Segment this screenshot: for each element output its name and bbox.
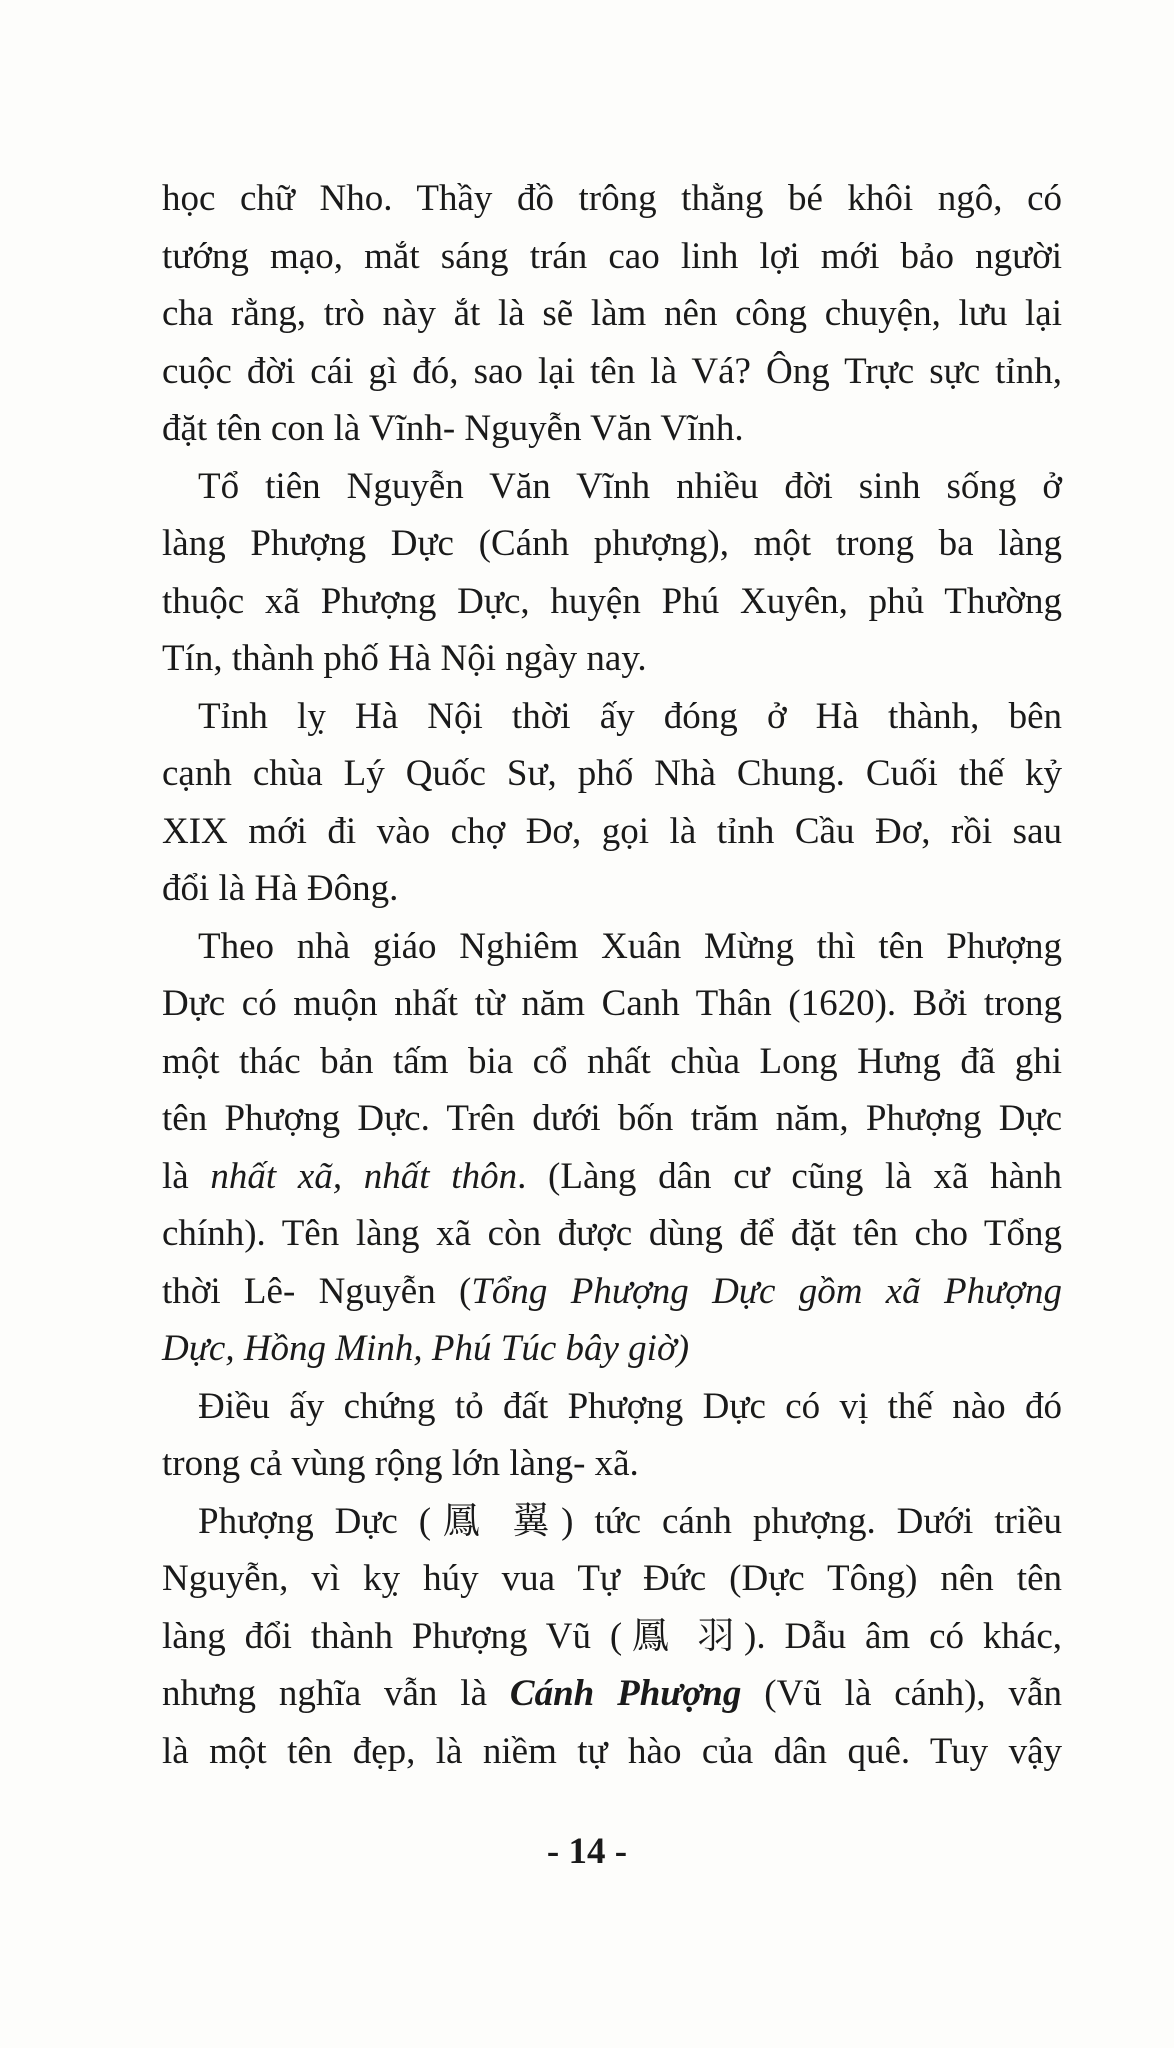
page-number: - 14 - [546, 1831, 628, 1872]
text-line: Tổ tiên Nguyễn Văn Vĩnh nhiều đời sinh sống ở [198, 465, 1062, 507]
text-line [162, 1665, 1062, 1723]
text-run: là [162, 1155, 211, 1197]
text-line: tướng mạo, mắt sáng trán cao linh lợi mới bảo người [162, 235, 1062, 277]
text-line: Điều ấy chứng tỏ đất Phượng Dực có vị thế nào đó [198, 1385, 1062, 1427]
text-line: Tỉnh lỵ Hà Nội thời ấy đóng ở Hà thành, bên [198, 695, 1062, 737]
text-line: đặt tên con là Vĩnh- Nguyễn Văn Vĩnh. [162, 408, 744, 449]
text-line: học chữ Nho. Thầy đồ trông thằng bé khôi ngô, có [162, 178, 1062, 219]
text-line: Dực có muộn nhất từ năm Canh Thân (1620). Bởi trong [162, 983, 1062, 1024]
text-run: nhưng nghĩa vẫn là [162, 1673, 510, 1714]
text-line: Tín, thành phố Hà Nội ngày nay. [162, 638, 647, 679]
bold-italic-phrase: Cánh Phượng [509, 1673, 742, 1714]
text-line [162, 1263, 1062, 1321]
text-run: thời Lê- Nguyễn ( [162, 1270, 472, 1312]
text-line: Theo nhà giáo Nghiêm Xuân Mừng thì tên Phượng [198, 925, 1062, 967]
text-line: cạnh chùa Lý Quốc Sư, phố Nhà Chung. Cuối thế kỷ [162, 753, 1062, 794]
italic-phrase: Tổng Phượng Dực gồm xã Phượng [471, 1270, 1062, 1312]
text-line: một thác bản tấm bia cổ nhất chùa Long Hưng đã ghi [162, 1040, 1062, 1082]
text-line: Dực, Hồng Minh, Phú Túc bây giờ) [162, 1328, 690, 1369]
text-line: làng đổi thành Phượng Vũ (鳳 羽). Dẫu âm có khác, [162, 1615, 1062, 1657]
italic-phrase: nhất xã, nhất thôn [210, 1155, 518, 1197]
text-line: Nguyễn, vì kỵ húy vua Tự Đức (Dực Tông) nên tên [162, 1558, 1062, 1599]
text-line: XIX mới đi vào chợ Đơ, gọi là tỉnh Cầu Đơ, rồi sau [162, 810, 1062, 852]
text-line: chính). Tên làng xã còn được dùng để đặt tên cho Tổng [162, 1213, 1062, 1254]
text-run: (Vũ là cánh), vẫn [741, 1673, 1062, 1714]
text-line: đổi là Hà Đông. [162, 868, 399, 909]
text-run: . (Làng dân cư cũng là xã hành [517, 1155, 1063, 1197]
text-line: cuộc đời cái gì đó, sao lại tên là Vá? Ông Trực sực tỉnh, [162, 350, 1062, 392]
text-line: trong cả vùng rộng lớn làng- xã. [162, 1443, 639, 1484]
text-line: Phượng Dực (鳳 翼) tức cánh phượng. Dưới triều [198, 1500, 1062, 1542]
text-line: tên Phượng Dực. Trên dưới bốn trăm năm, Phượng Dực [162, 1098, 1062, 1139]
text-line: làng Phượng Dực (Cánh phượng), một trong ba làng [162, 523, 1062, 564]
text-line: thuộc xã Phượng Dực, huyện Phú Xuyên, phủ Thường [162, 580, 1062, 622]
text-line: cha rằng, trò này ắt là sẽ làm nên công chuyện, lưu lại [162, 293, 1062, 334]
text-line [162, 1148, 1062, 1206]
body-text [162, 170, 1062, 1780]
text-line: là một tên đẹp, là niềm tự hào của dân quê. Tuy vậy [162, 1730, 1062, 1772]
